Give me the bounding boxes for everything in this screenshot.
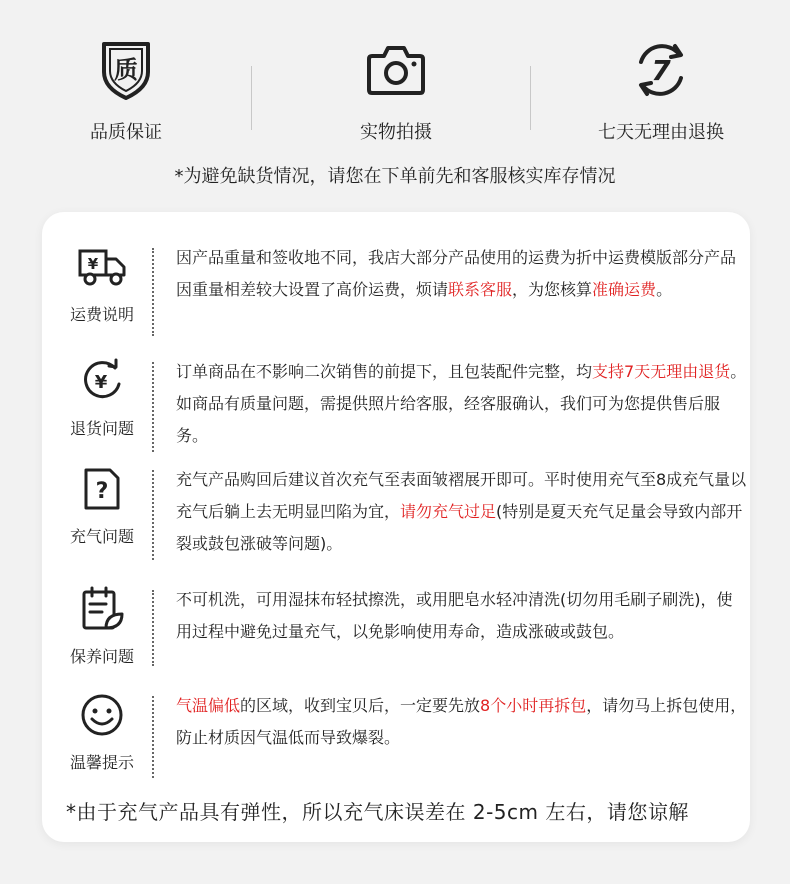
- text-run: 充气产品购回后建议首次充气至表面皱褶展开即可。平时使用充气至8成充气量以充气后躺上去无明显凹陷为宜，: [176, 470, 747, 521]
- delivery-truck-icon: [54, 242, 150, 292]
- text-run: 订单商品在不影响二次销售的前提下，且包装配件完整，均: [176, 362, 593, 381]
- section-label: 退货问题: [69, 419, 134, 438]
- dotted-divider: [152, 590, 154, 666]
- care-clipboard-icon: [54, 584, 150, 634]
- section-text: [176, 690, 748, 754]
- section-text: [176, 464, 748, 560]
- text-run: ，请勿马上拆包使用，防止材质因气温低而导致爆裂。: [176, 696, 747, 747]
- divider: [530, 66, 531, 130]
- text-run: 因产品重量和签收地不同，我店大部分产品使用的运费为折中运费模版部分产品因重量相差较大设置了高价运费，烦请: [176, 248, 737, 299]
- highlight-text: 请勿充气过足: [400, 502, 497, 521]
- info-card: [42, 212, 750, 842]
- section-label: 充气问题: [69, 527, 134, 546]
- svg-text:¥: ¥: [94, 372, 108, 393]
- guarantee-label: 品质保证: [90, 122, 162, 143]
- svg-text:?: ?: [95, 479, 109, 504]
- section-label: 运费说明: [69, 305, 134, 324]
- section-text: [176, 242, 748, 306]
- smiley-face-icon: [54, 690, 150, 740]
- size-tolerance-note: *由于充气产品具有弹性，所以充气床误差在 2-5cm 左右，请您谅解: [66, 800, 689, 824]
- section-text: [176, 584, 748, 648]
- highlight-text: 气温偏低: [176, 696, 241, 715]
- dotted-divider: [152, 470, 154, 560]
- highlight-text: 8个小时再拆包: [480, 696, 587, 715]
- text-run: 不可机洗，可用湿抹布轻拭擦洗，或用肥皂水轻冲清洗(切勿用毛刷子刷洗)，使用过程中避免过量充气，以免影响使用寿命，造成涨破或鼓包。: [176, 590, 733, 641]
- seven-day-return-icon: [561, 38, 761, 102]
- text-run: 。: [656, 280, 673, 299]
- svg-text:质: 质: [114, 56, 138, 84]
- refund-yen-icon: [54, 356, 150, 406]
- dotted-divider: [152, 696, 154, 778]
- guarantee-photo: [296, 38, 496, 144]
- camera-icon: [296, 38, 496, 102]
- contact-service-link[interactable]: 联系客服: [448, 280, 513, 299]
- text-run: 。如商品有质量问题，需提供照片给客服，经客服确认，我们可为您提供售后服务。: [176, 362, 747, 445]
- highlight-text: 准确运费: [592, 280, 657, 299]
- section-text: [176, 356, 748, 452]
- section-label: 保养问题: [69, 647, 134, 666]
- text-run: (特别是夏天充气足量会导致内部开裂或鼓包涨破等问题)。: [176, 502, 743, 553]
- section-label: 温馨提示: [69, 753, 134, 772]
- guarantee-label: 实物拍摄: [360, 122, 432, 143]
- svg-text:¥: ¥: [87, 255, 99, 273]
- divider: [251, 66, 252, 130]
- guarantee-return: [561, 38, 761, 144]
- highlight-text: 支持7天无理由退货: [592, 362, 731, 381]
- dotted-divider: [152, 362, 154, 452]
- text-run: 的区域，收到宝贝后，一定要先放: [240, 696, 481, 715]
- dotted-divider: [152, 248, 154, 336]
- guarantee-quality: [26, 38, 226, 144]
- guarantee-row: [0, 38, 790, 148]
- guarantee-label: 七天无理由退换: [598, 122, 724, 143]
- text-run: ，为您核算: [512, 280, 593, 299]
- svg-text:7: 7: [651, 54, 671, 87]
- quality-shield-icon: [26, 38, 226, 102]
- stock-notice: *为避免缺货情况，请您在下单前先和客服核实库存情况: [174, 166, 616, 187]
- question-document-icon: [54, 464, 150, 514]
